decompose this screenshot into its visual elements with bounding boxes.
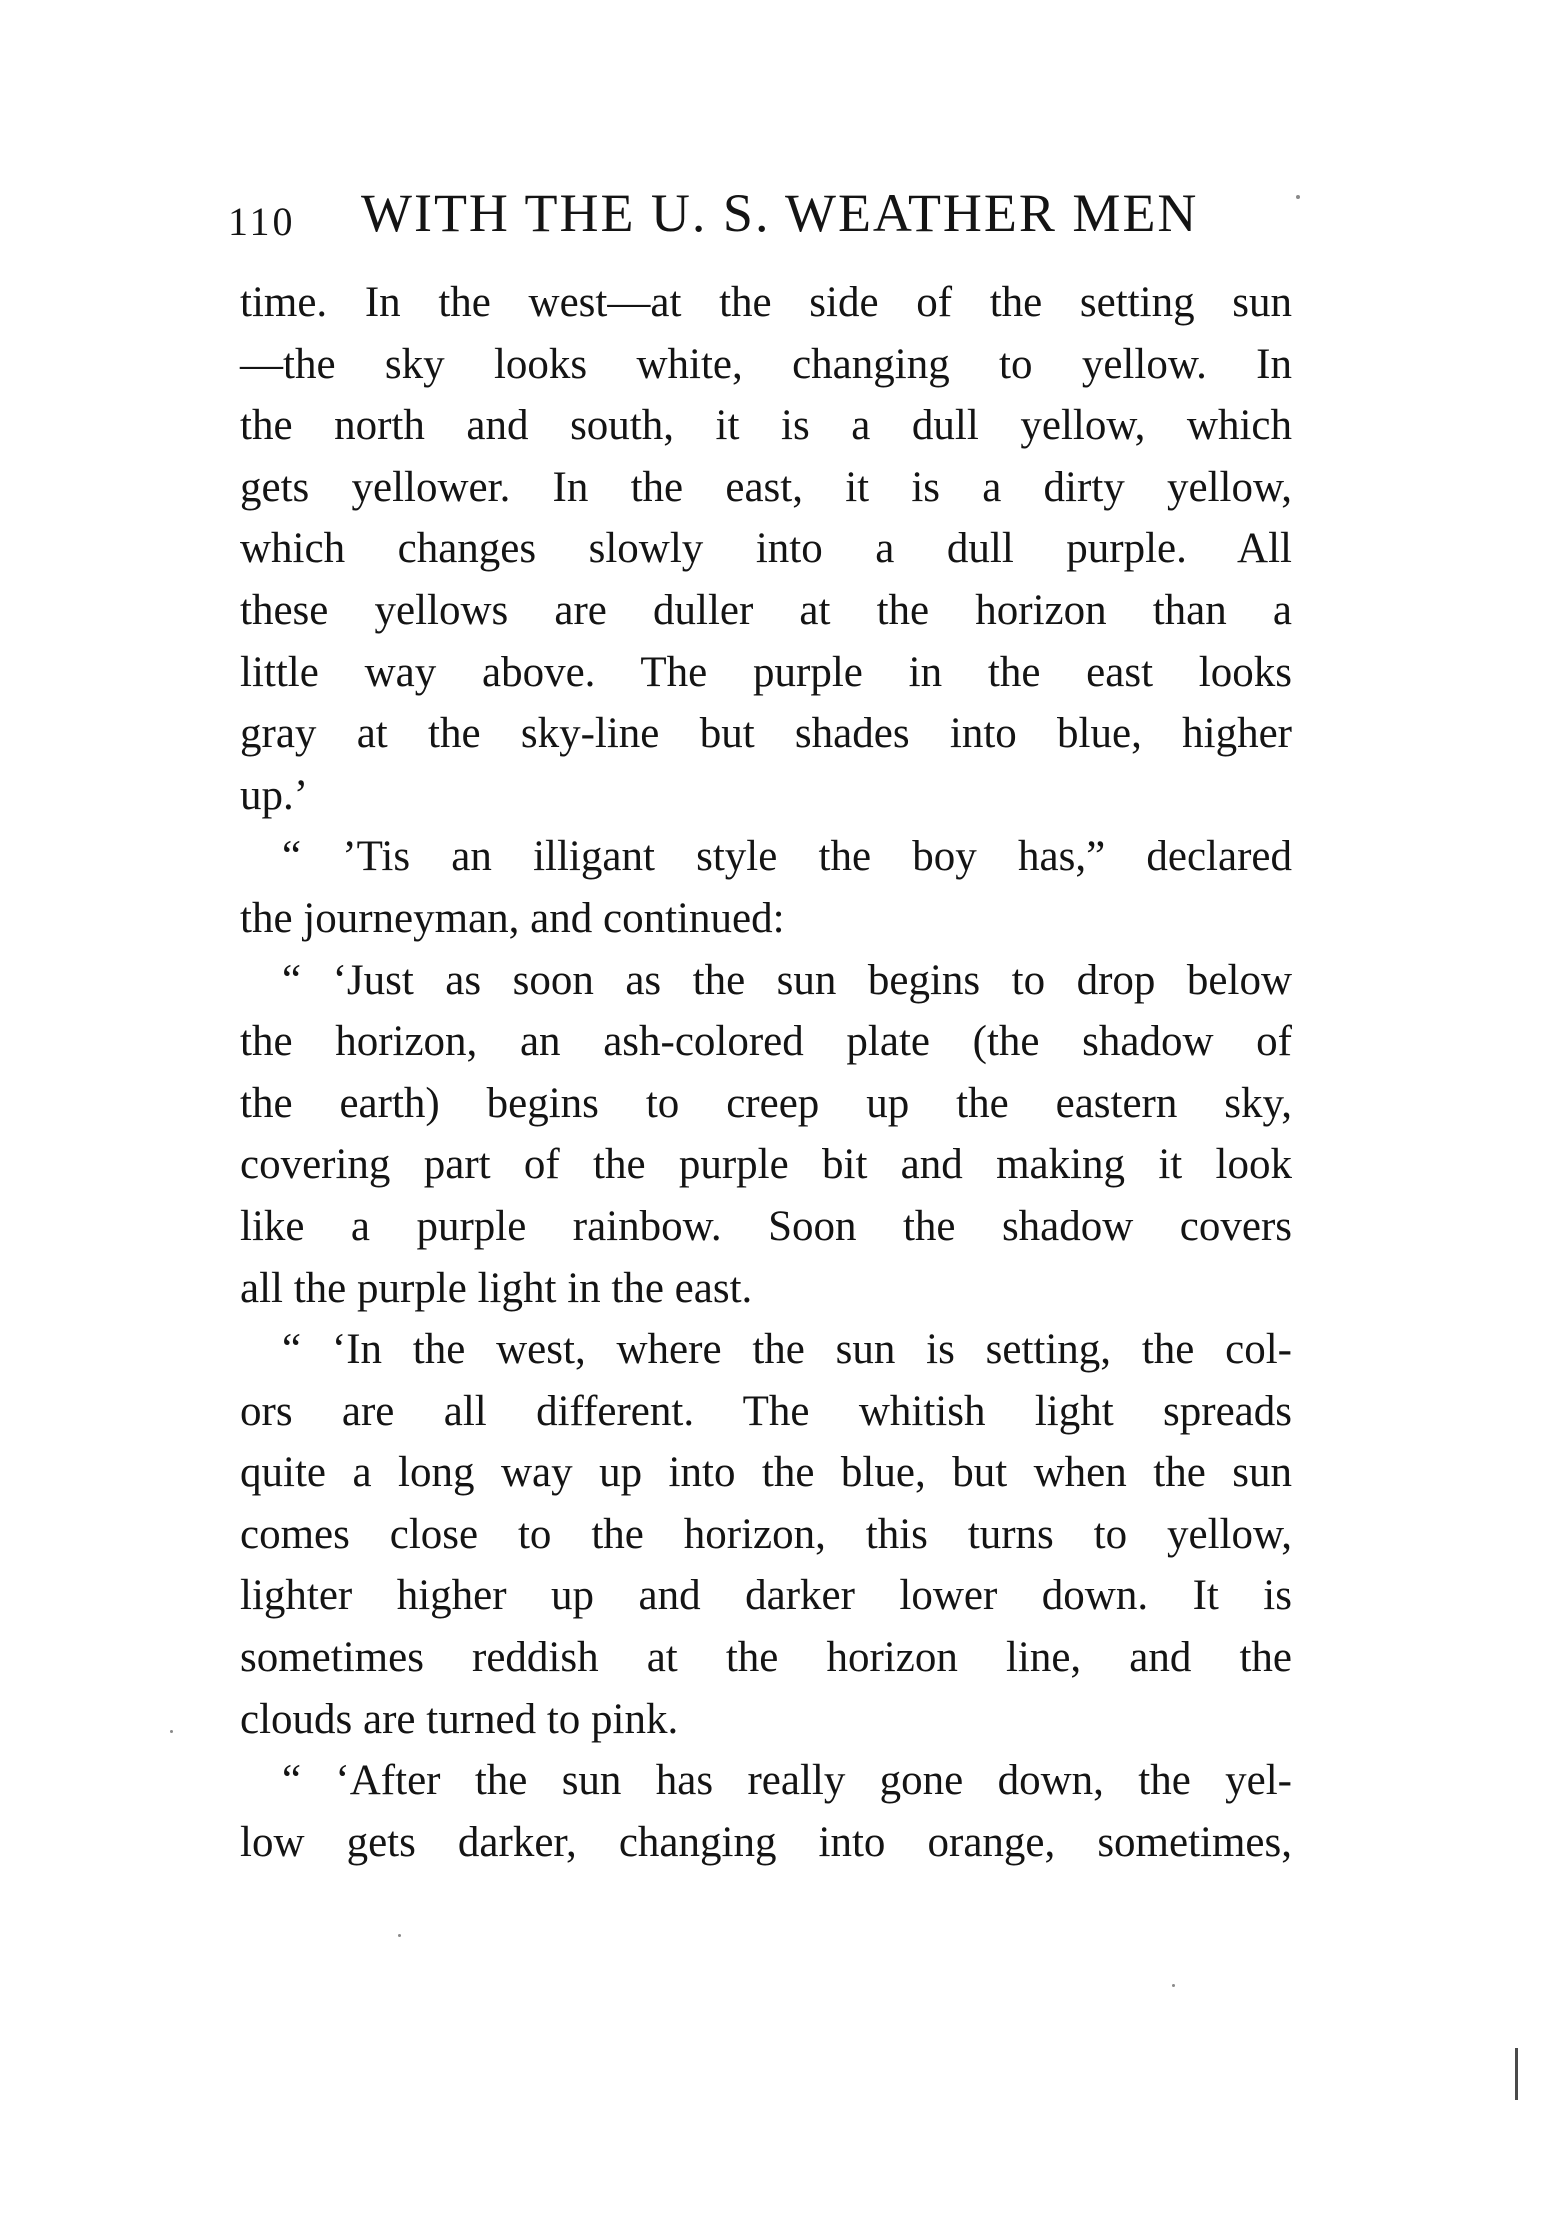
running-title: WITH THE U. S. WEATHER MEN [361, 183, 1199, 243]
text-line: little way above. The purple in the east looks [240, 648, 1292, 696]
text-line: low gets darker, changing into orange, sometimes, [240, 1818, 1292, 1866]
text-line: “ ’Tis an illigant style the boy has,” declared [282, 833, 1292, 881]
scan-speck [398, 1934, 401, 1937]
text-line: covering part of the purple bit and making it look [240, 1141, 1292, 1189]
text-line: —the sky looks white, changing to yellow. In [240, 340, 1292, 388]
text-line: clouds are turned to pink. [240, 1695, 679, 1743]
page-number: 110 [228, 199, 296, 244]
body-text [240, 272, 1292, 1873]
text-line: ors are all different. The whitish light spreads [240, 1387, 1292, 1435]
text-line: the journeyman, and continued: [240, 894, 785, 942]
text-line: “ ‘After the sun has really gone down, the yel- [282, 1757, 1292, 1805]
text-line: the north and south, it is a dull yellow, which [240, 402, 1292, 450]
text-line: lighter higher up and darker lower down. It is [240, 1572, 1292, 1620]
text-line: gets yellower. In the east, it is a dirty yellow, [240, 463, 1292, 511]
text-line: all the purple light in the east. [240, 1264, 753, 1312]
text-line: the horizon, an ash-colored plate (the shadow of [240, 1018, 1292, 1066]
text-line: the earth) begins to creep up the eastern sky, [240, 1079, 1292, 1127]
text-line: gray at the sky-line but shades into blue, higher [240, 710, 1292, 758]
text-line: which changes slowly into a dull purple. All [240, 525, 1292, 573]
scan-speck [1296, 195, 1300, 199]
text-line: “ ‘Just as soon as the sun begins to drop below [282, 956, 1292, 1004]
text-line: these yellows are duller at the horizon than a [240, 586, 1292, 634]
text-line: time. In the west—at the side of the setting sun [240, 279, 1292, 326]
text-line: up.’ [240, 771, 309, 819]
text-line: comes close to the horizon, this turns to yellow, [240, 1510, 1292, 1558]
scan-edge-mark [1515, 2048, 1518, 2100]
text-line: sometimes reddish at the horizon line, and the [240, 1634, 1292, 1682]
text-line: quite a long way up into the blue, but when the sun [240, 1449, 1292, 1497]
page-header [228, 182, 1308, 252]
scan-speck [170, 1730, 173, 1733]
scan-speck [1172, 1984, 1175, 1987]
text-line: “ ‘In the west, where the sun is setting, the col- [282, 1326, 1292, 1374]
text-line: like a purple rainbow. Soon the shadow covers [240, 1202, 1292, 1250]
